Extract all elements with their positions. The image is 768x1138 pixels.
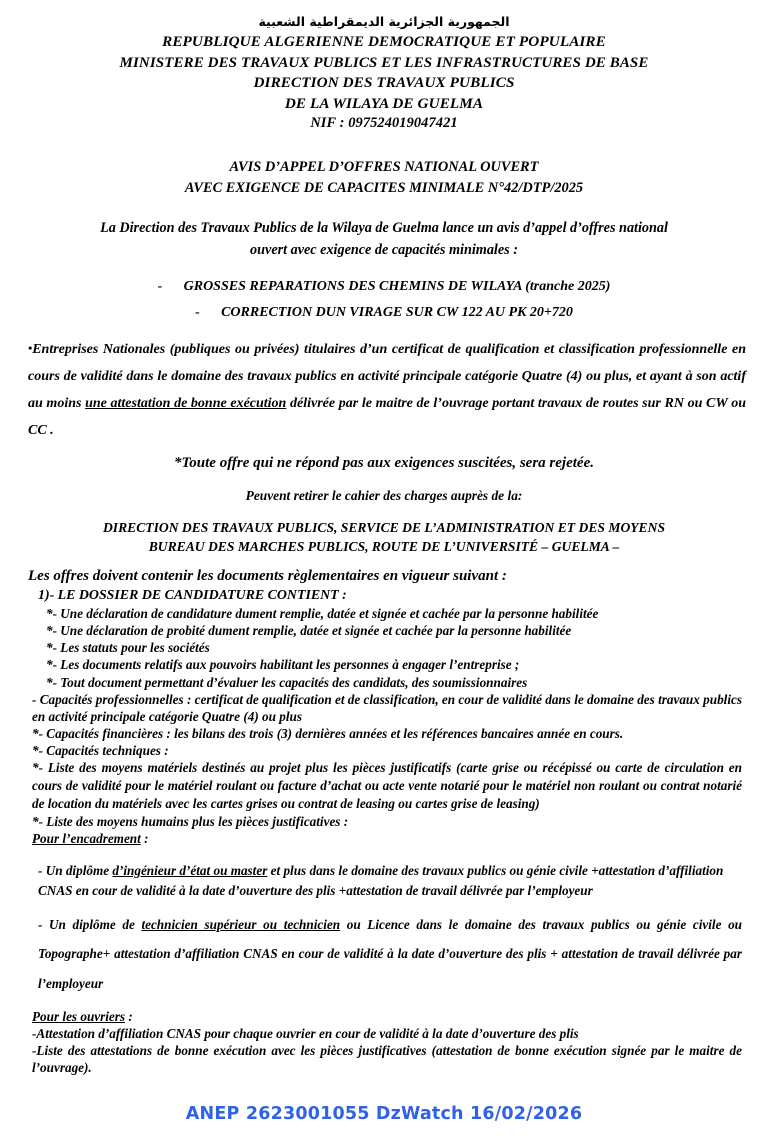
list-item: *- Une déclaration de candidature dument remplie, datée et signée et cachée par la personne habilitée xyxy=(46,606,599,621)
encadrement-heading-suffix: : xyxy=(140,831,149,847)
list-item xyxy=(0,277,768,297)
qualification-underlined: une attestation de bonne exécution xyxy=(85,396,287,412)
ouvriers-attestations-line: -Liste des attestations de bonne exécution avec les pièces justificatives (attestation de bonne exécution signée par le maitre de l’ouvrage). xyxy=(32,1043,742,1076)
capacites-techniques: *- Capacités techniques : xyxy=(32,743,169,759)
qualification-text-b: délivrée par le maitre de l’ouvrage portant travaux de routes sur RN ou CW ou CC . xyxy=(28,396,746,438)
anep-footer: ANEP 2623001055 DzWatch 16/02/2026 xyxy=(185,1104,583,1124)
notice-lead-paragraph: La Direction des Travaux Publics de la Wilaya de Guelma lance un avis d’appel d’offres national ouvert avec exigence de capacités minimales : xyxy=(100,219,668,258)
rejection-note: *Toute offre qui ne répond pas aux exigences suscitées, sera rejetée. xyxy=(174,454,594,471)
diploma-technician-pre: - Un diplôme de xyxy=(38,916,142,932)
list-item: *- Une déclaration de probité dument remplie, datée et signée et cachée par la personne habilitée xyxy=(46,623,572,639)
ouvriers-cnas-line: -Attestation d’affiliation CNAS pour chaque ouvrier en cour de validité à la date d’ouverture des plis xyxy=(32,1025,579,1041)
section-1-title: 1)- LE DOSSIER DE CANDIDATURE CONTIENT : xyxy=(38,587,347,603)
list-item: *- Les documents relatifs aux pouvoirs habilitant les personnes à engager l’entreprise ; xyxy=(46,657,520,673)
diploma-engineer-underlined: d’ingénieur d’état ou master xyxy=(112,862,268,878)
notice-title xyxy=(0,157,768,199)
nif-line: NIF : 097524019047421 xyxy=(310,115,458,132)
project-label: CORRECTION DUN VIRAGE SUR CW 122 AU PK 20+720 xyxy=(221,305,573,321)
ouvriers-heading xyxy=(32,1008,742,1025)
documents-section xyxy=(0,567,768,1076)
capacites-financieres: *- Capacités financières : les bilans des trois (3) dernières années et les références bancaires année en cours. xyxy=(32,726,624,742)
ministry-header-block xyxy=(0,32,768,134)
list-dash: - xyxy=(195,305,200,321)
qualification-paragraph xyxy=(0,337,768,445)
address-line-1: DIRECTION DES TRAVAUX PUBLICS, SERVICE DE L’ADMINISTRATION ET DES MOYENS xyxy=(102,519,666,535)
list-item xyxy=(0,303,768,323)
address-block xyxy=(0,518,768,557)
encadrement-heading-label: Pour l’encadrement xyxy=(32,831,141,847)
arabic-state-title: الجمهورية الجزائرية الديمقراطية الشعبية xyxy=(258,14,510,29)
project-list xyxy=(0,277,768,324)
qualification-text-a: Entreprises Nationales (publiques ou privées) titulaires d’un certificat de qualification et classification professionnelle en cours de validité dans le domaine des travaux publics en activité principale catégorie Quatre (4) ou plus, et ayant à son actif au moins xyxy=(28,342,746,412)
ministry-line: MINISTERE DES TRAVAUX PUBLICS ET LES INFRASTRUCTURES DE BASE xyxy=(119,54,649,71)
spacer xyxy=(30,848,742,861)
spacer xyxy=(30,901,742,910)
bullet-icon: • xyxy=(28,341,33,356)
ouvriers-heading-label: Pour les ouvriers xyxy=(32,1008,126,1024)
pickup-note: Peuvent retirer le cahier des charges auprès de la: xyxy=(245,487,523,503)
diploma-technician-underlined: technicien supérieur ou technicien xyxy=(141,916,341,932)
republic-line: REPUBLIQUE ALGERIENNE DEMOCRATIQUE ET POPULAIRE xyxy=(162,33,606,50)
direction-line: DIRECTION DES TRAVAUX PUBLICS xyxy=(253,74,515,92)
list-item: *- Les statuts pour les sociétés xyxy=(46,640,210,656)
notice-title-line1: AVIS D’APPEL D’OFFRES NATIONAL OUVERT xyxy=(229,158,539,175)
documents-intro: Les offres doivent contenir les documents règlementaires en vigueur suivant : xyxy=(28,568,507,585)
list-dash: - xyxy=(157,278,163,294)
ouvriers-heading-suffix: : xyxy=(125,1008,133,1024)
notice-title-line2: AVEC EXIGENCE DE CAPACITES MINIMALE N°42/DTP/2025 xyxy=(184,179,584,196)
list-item: *- Tout document permettant d’évaluer les capacités des candidats, des soumissionnaires xyxy=(46,674,528,690)
capacites-professionnelles: - Capacités professionnelles : certificat de qualification et de classification, en cour de validité dans le domaine des travaux publics en activité principale catégorie Quatre (4) ou plus xyxy=(32,691,742,724)
moyens-humains: *- Liste des moyens humains plus les pièces justificatives : xyxy=(32,814,349,830)
project-label: GROSSES REPARATIONS DES CHEMINS DE WILAYA (tranche 2025) xyxy=(183,278,611,294)
diploma-engineer-item xyxy=(38,861,742,901)
encadrement-heading xyxy=(32,830,742,847)
spacer xyxy=(30,999,742,1008)
address-line-2: BUREAU DES MARCHES PUBLICS, ROUTE DE L’UNIVERSITÉ – GUELMA – xyxy=(148,539,620,555)
diploma-engineer-pre: - Un diplôme xyxy=(38,862,113,878)
diploma-technician-post: ou Licence dans le domaine des travaux publics ou génie civile ou Topographe+ attestation d’affiliation CNAS en cour de validité à la date d’ouverture des plis + attestation de travail délivrée par l’employeur xyxy=(38,916,742,992)
wilaya-line: DE LA WILAYA DE GUELMA xyxy=(284,94,484,112)
moyens-materiels: *- Liste des moyens matériels destinés au projet plus les pièces justificatifs (carte grise ou récépissé ou carte de circulation en cours de validité pour le matériel roulant ou facture d’achat ou acte vente notarié pour le matériel non roulant ou contrat notarié de location du matériels avec les cartes grises ou contrat de leasing ou cartes grise de leasing) xyxy=(32,760,742,812)
diploma-technician-item xyxy=(38,910,742,999)
diploma-engineer-post: et plus dans le domaine des travaux publics ou génie civile +attestation d’affiliation CNAS en cour de validité à la date d’ouverture des plis +attestation de travail délivrée par l’employeur xyxy=(38,862,724,898)
